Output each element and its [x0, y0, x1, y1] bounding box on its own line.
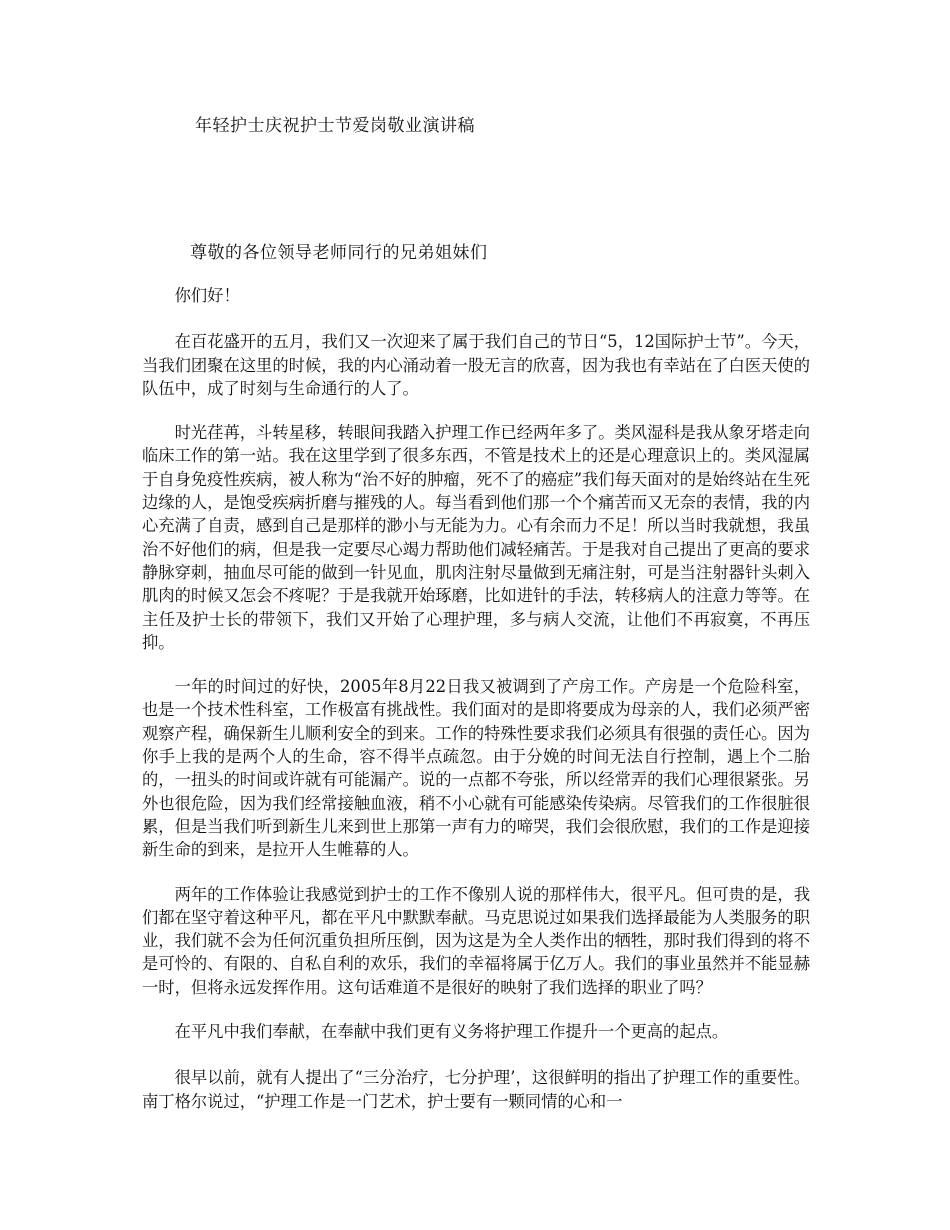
paragraph-5: 在平凡中我们奉献，在奉献中我们更有义务将护理工作提升一个更高的起点。 — [174, 1022, 729, 1042]
paragraph-1: 在百花盛开的五月，我们又一次迎来了属于我们自己的节日“5，12国际护士节”。今天，当我们团聚在这里的时候，我的内心涌动着一股无言的欣喜，因为我也有幸站在了白医天使的队伍中，成了时刻与生命通行的人了。 — [142, 332, 810, 398]
paragraph-6: 很早以前，就有人提出了“三分治疗，七分护理’，这很鲜明的指出了护理工作的重要性。南丁格尔说过，“护理工作是一门艺术，护士要有一颗同情的心和一 — [142, 1068, 810, 1111]
paragraph-4: 两年的工作体验让我感觉到护士的工作不像别人说的那样伟大，很平凡。但可贵的是，我们都在坚守着这种平凡，都在平凡中默默奉献。马克思说过如果我们选择最能为人类服务的职业，我们就不会为任何沉重负担所压倒，因为这是为全人类作出的牺牲，那时我们得到的将不是可怜的、有限的、自私自利的欢乐，我们的幸福将属于亿万人。我们的事业虽然并不能显赫一时，但将永远发挥作用。这句话难道不是很好的映射了我们选择的职业了吗？ — [142, 884, 810, 997]
document-body — [142, 284, 810, 1134]
paragraph-3: 一年的时间过的好快，2005年8月22日我又被调到了产房工作。产房是一个危险科室，也是一个技术性科室，工作极富有挑战性。我们面对的是即将要成为母亲的人，我们必须严密观察产程，确保新生儿顺利安全的到来。工作的特殊性要求我们必须具有很强的责任心。因为你手上我的是两个人的生命，容不得半点疏忽。由于分娩的时间无法自行控制，遇上个二胎的，一扭头的时间或许就有可能漏产。说的一点都不夸张，所以经常弄的我们心理很紧张。另外也很危险，因为我们经常接触血液，稍不小心就有可能感染传染病。尽管我们的工作很脏很累，但是当我们听到新生儿来到世上那第一声有力的啼哭，我们会很欣慰，我们的工作是迎接新生命的到来，是拉开人生帷幕的人。 — [142, 677, 810, 860]
document-title: 年轻护士庆祝护士节爱岗敬业演讲稿 — [195, 116, 475, 136]
salutation-line: 尊敬的各位领导老师同行的兄弟姐妹们 — [190, 243, 488, 263]
paragraph-greeting: 你们好！ — [174, 286, 240, 305]
paragraph-2: 时光荏苒，斗转星移，转眼间我踏入护理工作已经两年多了。类风湿科是我从象牙塔走向临床工作的第一站。我在这里学到了很多东西，不管是技术上的还是心理意识上的。类风湿属于自身免疫性疾病，被人称为“治不好的肿瘤，死不了的癌症”我们每天面对的是始终站在生死边缘的人，是饱受疾病折磨与摧残的人。每当看到他们那一个个痛苦而又无奈的表情，我的内心充满了自责，感到自己是那样的渺小与无能为力。心有余而力不足！所以当时我就想，我虽治不好他们的病，但是我一定要尽心竭力帮助他们减轻痛苦。于是我对自己提出了更高的要求静脉穿刺，抽血尽可能的做到一针见血，肌肉注射尽量做到无痛注射，可是当注射器针头刺入肌肉的时候又怎会不疼呢？于是我就开始琢磨，比如进针的手法，转移病人的注意力等等。在主任及护士长的带领下，我们又开始了心理护理，多与病人交流，让他们不再寂寞，不再压抑。 — [142, 423, 810, 652]
